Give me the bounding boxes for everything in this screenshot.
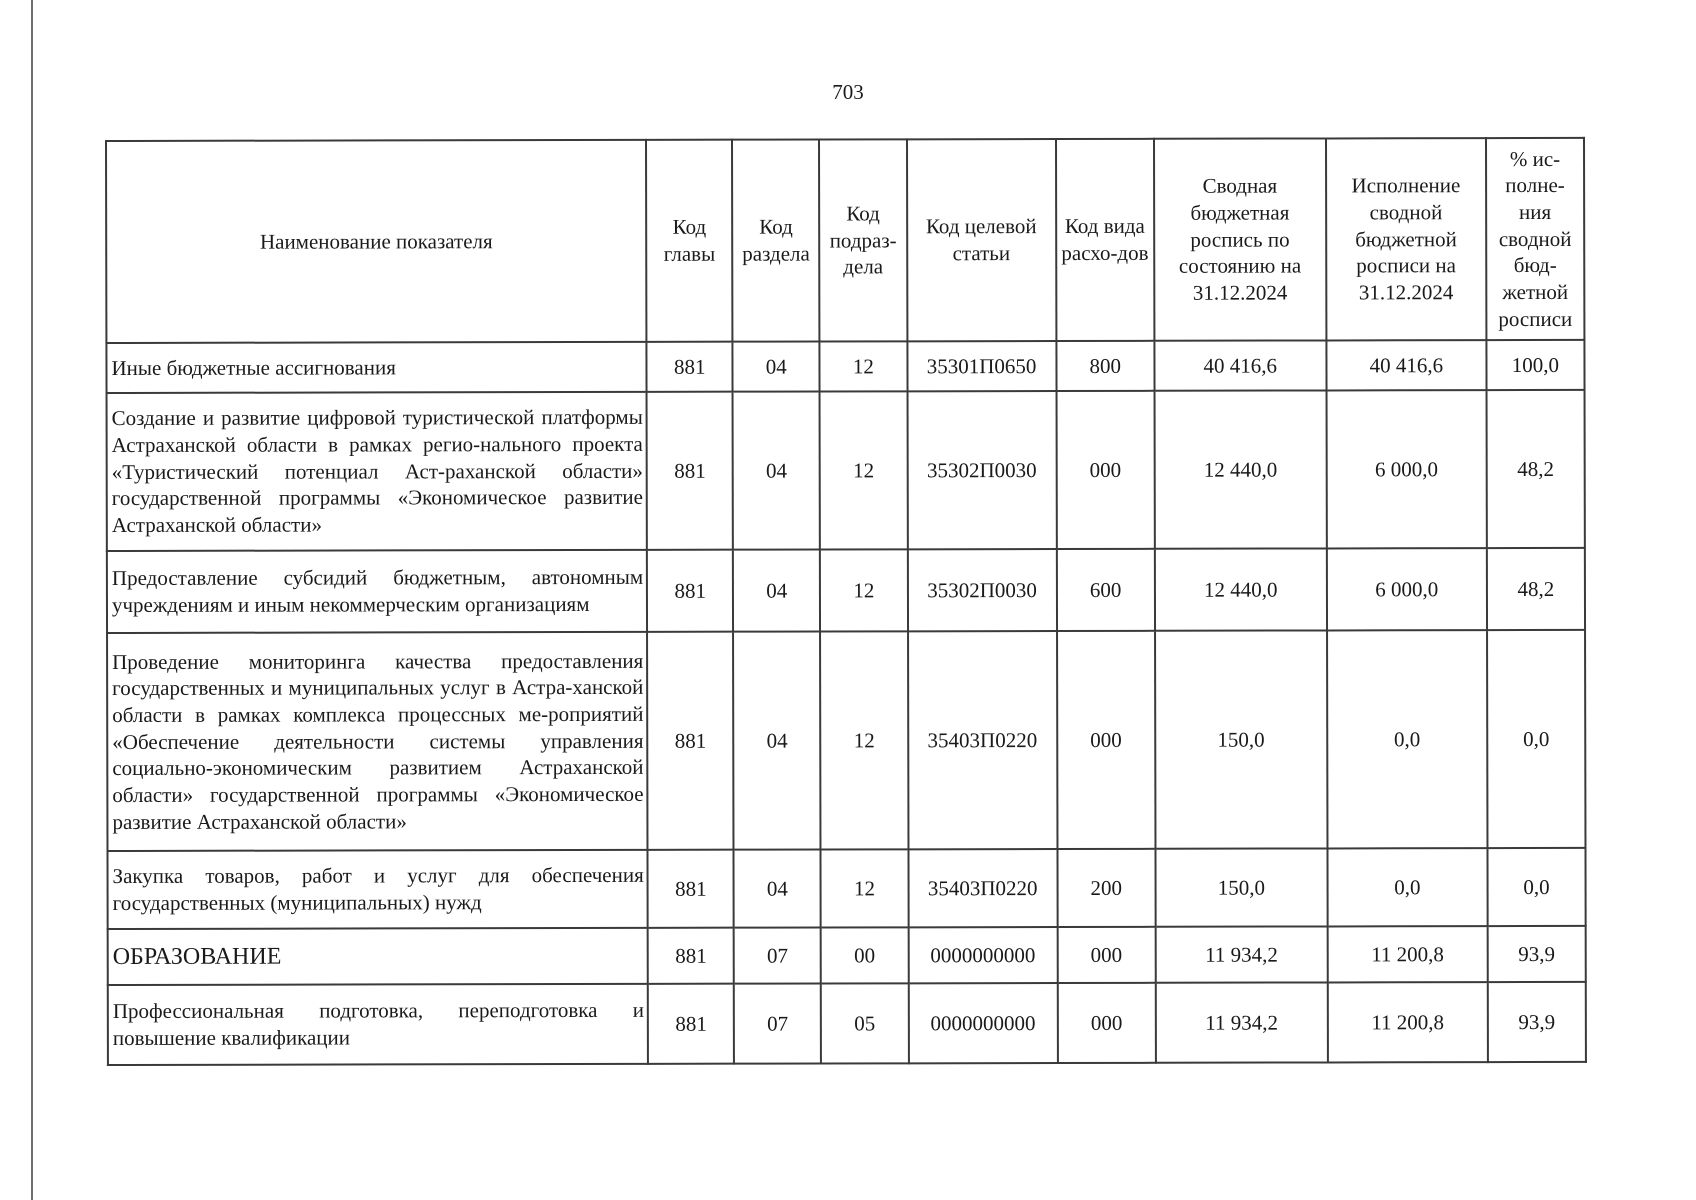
cell-rospis: 12 440,0 [1154,390,1326,548]
cell-ispolnenie: 0,0 [1327,848,1487,926]
cell-ispolnenie: 40 416,6 [1326,340,1486,390]
cell-name: Создание и развитие цифровой туристической платформы Астраханской области в рамках регио-нального проекта «Туристический потенциал Аст-раханской области» государственной программы «Экономическое развитие Астраханской области» [107,392,648,551]
cell-podrazdel: 12 [820,549,907,631]
cell-podrazdel: 05 [821,983,908,1063]
cell-vid: 000 [1057,983,1155,1063]
scan-page-edge [31,0,33,1200]
cell-percent: 93,9 [1488,982,1586,1062]
cell-podrazdel: 12 [821,849,908,927]
table-row [108,926,1586,985]
table-row [107,548,1585,633]
cell-ispolnenie: 11 200,8 [1327,926,1487,982]
cell-glava: 881 [647,632,733,850]
table-row [107,848,1585,929]
header-name: Наименование показателя [106,140,647,343]
cell-percent: 100,0 [1486,340,1584,390]
page-number: 703 [832,80,864,104]
header-kod-vida-rashodov: Код вида расхо-дов [1056,139,1154,341]
cell-rospis: 11 934,2 [1155,926,1327,982]
cell-ispolnenie: 0,0 [1327,630,1488,848]
table-row [108,982,1586,1065]
cell-name: Предоставление субсидий бюджетным, автономным учреждениям и иным некоммерческим организациям [107,550,647,633]
cell-vid: 800 [1056,341,1154,391]
table-row [107,630,1585,851]
cell-podrazdel: 12 [820,391,907,549]
cell-rospis: 150,0 [1155,848,1327,926]
cell-razdel: 04 [733,392,820,550]
cell-podrazdel: 00 [821,927,908,983]
cell-rospis: 150,0 [1155,630,1328,848]
cell-percent: 93,9 [1488,926,1586,982]
header-kod-podrazdela: Код подраз-дела [819,139,907,341]
header-kod-glavy: Код главы [646,140,732,342]
cell-name: Профессиональная подготовка, переподготовка и повышение квалификации [108,984,648,1065]
cell-percent: 48,2 [1486,390,1584,548]
table-header-row [106,138,1584,343]
cell-celevaya: 0000000000 [908,983,1057,1063]
cell-percent: 0,0 [1487,630,1586,848]
table-row [106,340,1584,393]
cell-vid: 200 [1057,849,1155,927]
cell-razdel: 04 [734,850,821,928]
cell-vid: 000 [1056,391,1154,549]
cell-name: Проведение мониторинга качества предоставления государственных и муниципальных услуг в Астра-ханской области в рамках комплекса процессных ме-роприятий «Обеспечение деятельности системы управления социально-экономическим развитием Астраханской области» государственной программы «Экономическое развитие Астраханской области» [107,632,648,851]
cell-glava: 881 [648,984,734,1064]
cell-name: Закупка товаров, работ и услуг для обеспечения государственных (муниципальных) нужд [107,850,647,929]
cell-percent: 48,2 [1487,548,1585,630]
header-kod-razdela: Код раздела [732,140,820,342]
table-row [107,390,1585,551]
cell-podrazdel: 12 [820,631,908,849]
cell-glava: 881 [648,850,734,928]
cell-vid: 000 [1057,631,1155,849]
budget-execution-table [105,137,1587,1066]
cell-glava: 881 [648,928,734,984]
header-percent-ispolneniya: % ис-полне-ния сводной бюд-жетной росписи [1486,138,1585,340]
cell-ispolnenie: 6 000,0 [1327,548,1487,630]
cell-vid: 600 [1057,549,1155,631]
cell-celevaya: 35403П0220 [908,631,1058,849]
header-ispolnenie: Исполнение сводной бюджетной росписи на 31.12.2024 [1326,138,1487,340]
cell-razdel: 07 [734,928,821,984]
cell-ispolnenie: 11 200,8 [1328,982,1488,1062]
cell-celevaya: 35301П0650 [907,341,1056,391]
cell-glava: 881 [647,392,733,550]
cell-celevaya: 35302П0030 [907,391,1057,549]
cell-glava: 881 [647,550,733,632]
cell-glava: 881 [647,342,733,392]
cell-podrazdel: 12 [820,341,907,391]
cell-name: ОБРАЗОВАНИЕ [108,928,648,985]
cell-razdel: 04 [733,342,820,392]
cell-celevaya: 0000000000 [908,927,1057,983]
cell-rospis: 40 416,6 [1154,340,1326,390]
header-svodnaya-rospis: Сводная бюджетная роспись по состоянию на 31.12.2024 [1154,138,1327,340]
cell-name: Иные бюджетные ассигнования [106,342,646,393]
cell-vid: 000 [1057,927,1155,983]
cell-percent: 0,0 [1487,848,1585,926]
cell-razdel: 07 [734,984,821,1064]
header-kod-celevoy-stati: Код целевой статьи [907,139,1057,341]
cell-celevaya: 35403П0220 [908,849,1057,927]
cell-ispolnenie: 6 000,0 [1326,390,1486,548]
cell-rospis: 11 934,2 [1155,982,1327,1062]
cell-rospis: 12 440,0 [1155,548,1327,630]
cell-razdel: 04 [733,632,821,850]
cell-celevaya: 35302П0030 [907,549,1056,631]
cell-razdel: 04 [733,550,820,632]
